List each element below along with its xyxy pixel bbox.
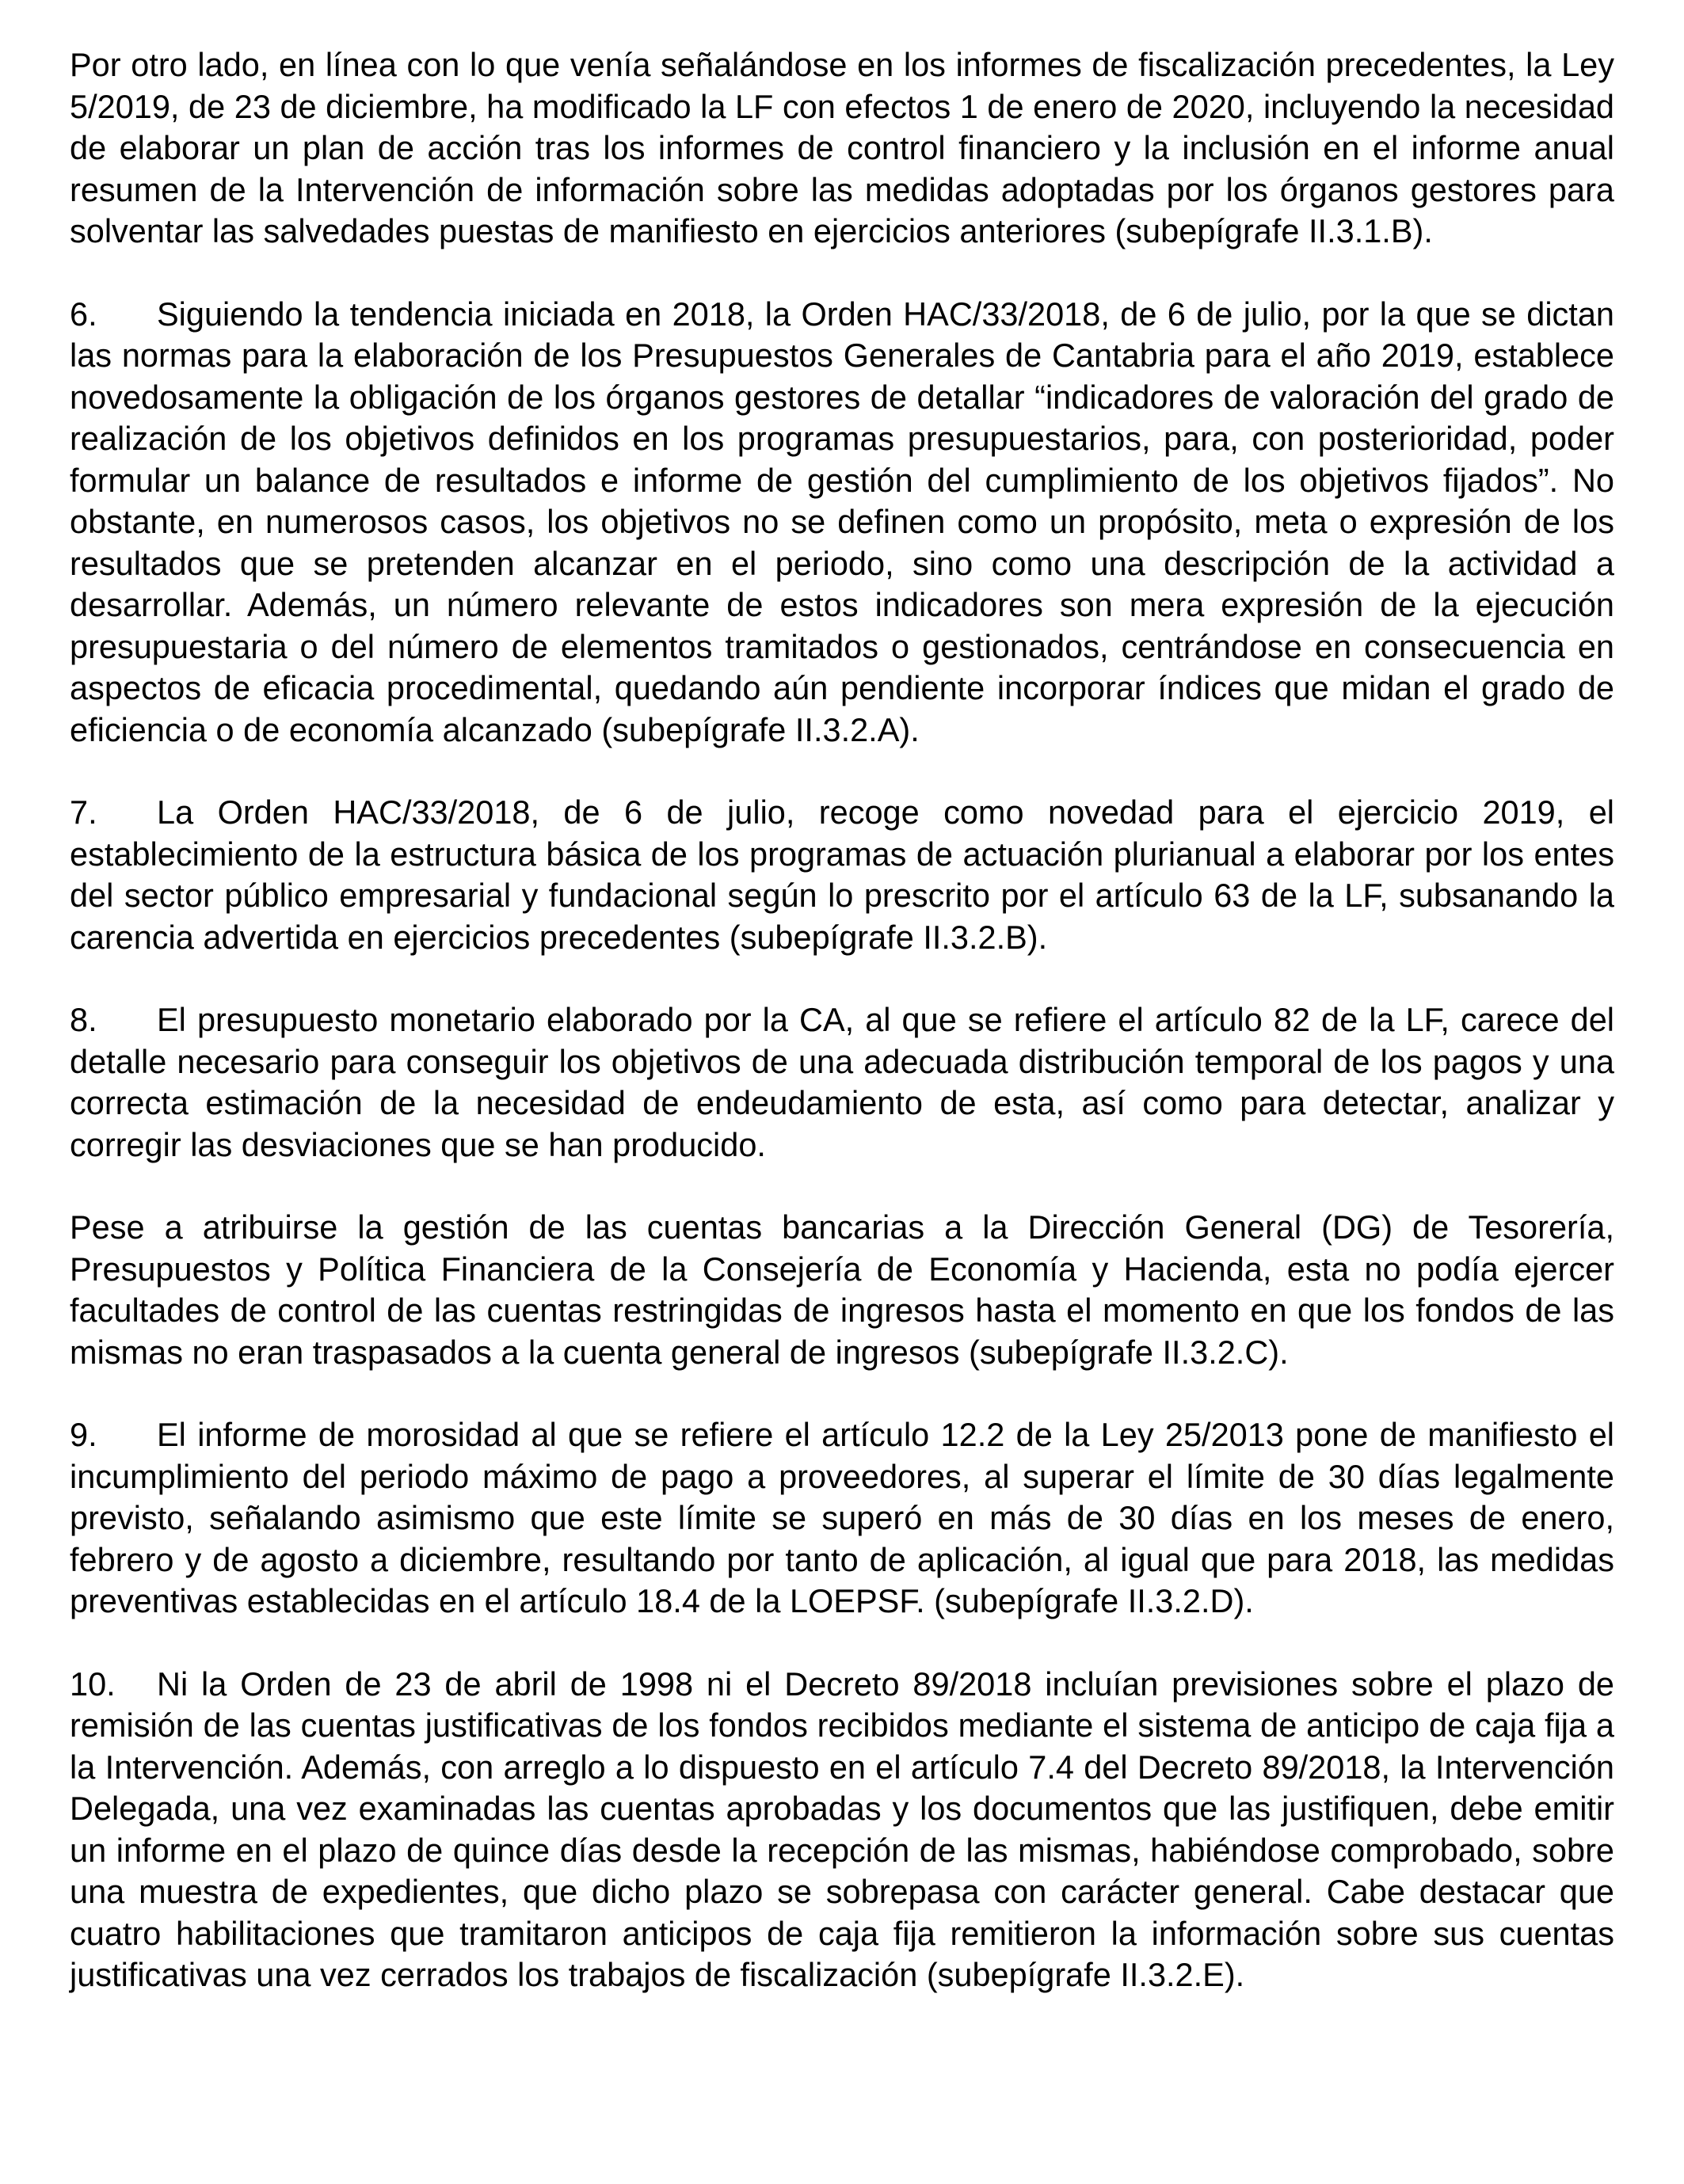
document-page — [70, 44, 1614, 2038]
paragraph-number: 8. — [70, 1001, 97, 1038]
paragraph-number: 9. — [70, 1416, 97, 1453]
paragraph-text: Por otro lado, en línea con lo que venía señalándose en los informes de fiscalización precedentes, la Ley 5/2019, de 23 de diciembre, ha modificado la LF con efectos 1 de enero de 2020, incluyendo la necesidad de elaborar un plan de acción tras los informes de control financiero y la inclusión en el informe anual resumen de la Intervención de información sobre las medidas adoptadas por los órganos gestores para solventar las salvedades puestas de manifiesto en ejercicios anteriores (subepígrafe II.3.1.B). — [70, 46, 1614, 249]
paragraph-number: 10. — [70, 1665, 116, 1703]
paragraph-number: 6. — [70, 295, 97, 333]
paragraph-7-programas-actuacion — [70, 792, 1614, 958]
paragraph-text: Pese a atribuirse la gestión de las cuentas bancarias a la Dirección General (DG) de Tesorería, Presupuestos y Política Financiera de la Consejería de Economía y Hacienda, esta no podía ejercer facultades de control de las cuentas restringidas de ingresos hasta el momento en que los fondos de las mismas no eran traspasados a la cuenta general de ingresos (subepígrafe II.3.2.C). — [70, 1208, 1614, 1371]
paragraph-text: Siguiendo la tendencia iniciada en 2018, la Orden HAC/33/2018, de 6 de julio, por la que se dictan las normas para la elaboración de los Presupuestos Generales de Cantabria para el año 2019, establece novedosamente la obligación de los órganos gestores de detallar “indicadores de valoración del grado de realización de los objetivos definidos en los programas presupuestarios, para, con posterioridad, poder formular un balance de resultados e informe de gestión del cumplimiento de los objetivos fijados”. No obstante, en numerosos casos, los objetivos no se definen como un propósito, meta o expresión de los resultados que se pretenden alcanzar en el periodo, sino como una descripción de la actividad a desarrollar. Además, un número relevante de estos indicadores son mera expresión de la ejecución presupuestaria o del número de elementos tramitados o gestionados, centrándose en consecuencia en aspectos de eficacia procedimental, quedando aún pendiente incorporar índices que midan el grado de eficiencia o de economía alcanzado (subepígrafe II.3.2.A). — [70, 295, 1614, 748]
paragraph-9-morosidad — [70, 1414, 1614, 1623]
paragraph-8-presupuesto-monetario — [70, 999, 1614, 1166]
paragraph-plan-de-accion — [70, 44, 1614, 253]
paragraph-10-anticipo-caja-fija — [70, 1664, 1614, 1996]
paragraph-cuentas-bancarias — [70, 1207, 1614, 1373]
paragraph-text: La Orden HAC/33/2018, de 6 de julio, recoge como novedad para el ejercicio 2019, el establecimiento de la estructura básica de los programas de actuación plurianual a elaborar por los entes del sector público empresarial y fundacional según lo prescrito por el artículo 63 de la LF, subsanando la carencia advertida en ejercicios precedentes (subepígrafe II.3.2.B). — [70, 793, 1614, 956]
paragraph-number: 7. — [70, 793, 97, 831]
paragraph-text: Ni la Orden de 23 de abril de 1998 ni el Decreto 89/2018 incluían previsiones sobre el plazo de remisión de las cuentas justificativas de los fondos recibidos mediante el sistema de anticipo de caja fija a la Intervención. Además, con arreglo a lo dispuesto en el artículo 7.4 del Decreto 89/2018, la Intervención Delegada, una vez examinadas las cuentas aprobadas y los documentos que las justifiquen, debe emitir un informe en el plazo de quince días desde la recepción de las mismas, habiéndose comprobado, sobre una muestra de expedientes, que dicho plazo se sobrepasa con carácter general. Cabe destacar que cuatro habilitaciones que tramitaron anticipos de caja fija remitieron la información sobre sus cuentas justificativas una vez cerrados los trabajos de fiscalización (subepígrafe II.3.2.E). — [70, 1665, 1614, 1993]
paragraph-text: El informe de morosidad al que se refiere el artículo 12.2 de la Ley 25/2013 pone de manifiesto el incumplimiento del periodo máximo de pago a proveedores, al superar el límite de 30 días legalmente previsto, señalando asimismo que este límite se superó en más de 30 días en los meses de enero, febrero y de agosto a diciembre, resultando por tanto de aplicación, al igual que para 2018, las medidas preventivas establecidas en el artículo 18.4 de la LOEPSF. (subepígrafe II.3.2.D). — [70, 1416, 1614, 1619]
paragraph-6-indicadores — [70, 294, 1614, 751]
paragraph-text: El presupuesto monetario elaborado por la CA, al que se refiere el artículo 82 de la LF, carece del detalle necesario para conseguir los objetivos de una adecuada distribución temporal de los pagos y una correcta estimación de la necesidad de endeudamiento de esta, así como para detectar, analizar y corregir las desviaciones que se han producido. — [70, 1001, 1614, 1163]
